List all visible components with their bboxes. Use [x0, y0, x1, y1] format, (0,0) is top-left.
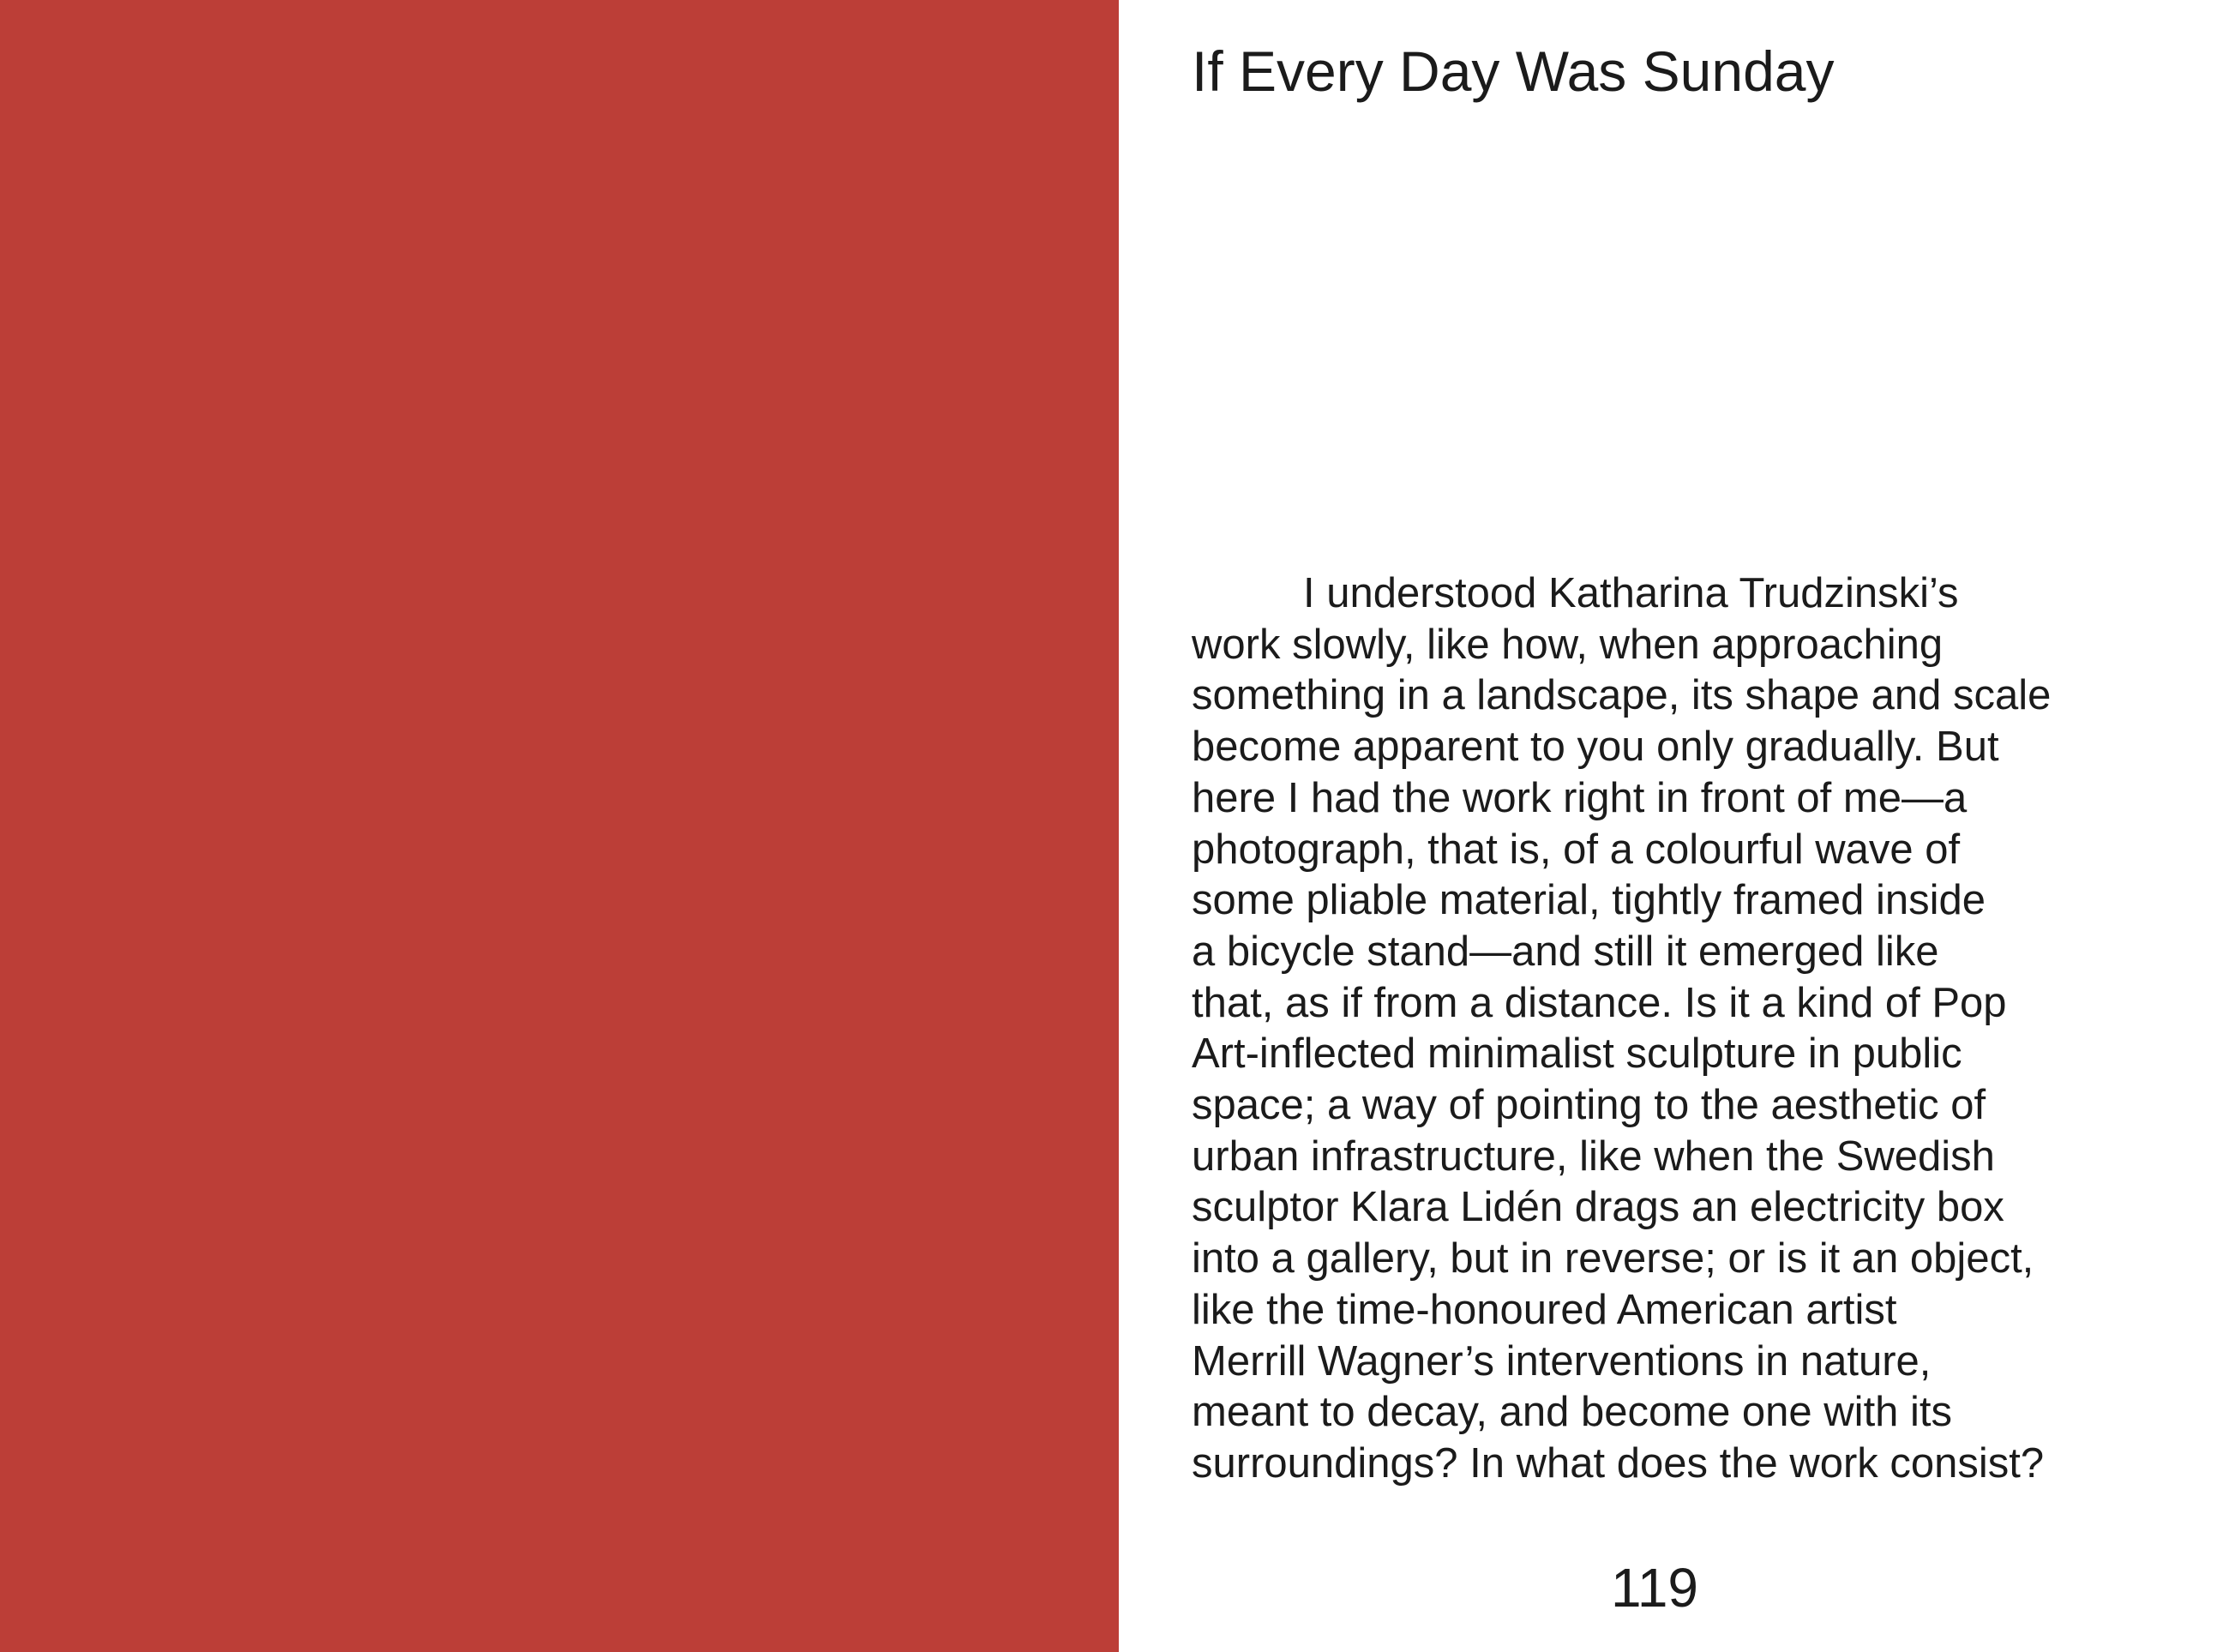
- body-line: a bicycle stand—and still it emerged like: [1192, 928, 1939, 975]
- chapter-title: If Every Day Was Sunday: [1192, 39, 1835, 103]
- body-line: some pliable material, tightly framed inside: [1192, 877, 1986, 924]
- body-line: here I had the work right in front of me—a: [1192, 774, 1968, 821]
- body-line: urban infrastructure, like when the Swedish: [1192, 1132, 1995, 1180]
- body-line: sculptor Klara Lidén drags an electricity box: [1192, 1184, 2004, 1231]
- page-number: 119: [1610, 1557, 1699, 1619]
- body-line: something in a landscape, its shape and scale: [1192, 672, 2052, 719]
- body-line: Art-inflected minimalist sculpture in public: [1192, 1030, 1962, 1078]
- body-line: into a gallery, but in reverse; or is it an object,: [1192, 1235, 2034, 1283]
- body-line: Merrill Wagner’s interventions in nature,: [1192, 1337, 1932, 1385]
- body-line: that, as if from a distance. Is it a kind of Pop: [1192, 979, 2007, 1026]
- right-page: [1119, 0, 2235, 1652]
- body-line: photograph, that is, of a colourful wave of: [1192, 826, 1961, 873]
- body-line: work slowly, like how, when approaching: [1192, 621, 1944, 668]
- body-line: become apparent to you only gradually. But: [1192, 724, 1999, 771]
- body-line: surroundings? In what does the work consist?: [1192, 1439, 2045, 1487]
- body-paragraph: [1192, 568, 2203, 1490]
- body-line: space; a way of pointing to the aesthetic of: [1192, 1082, 1986, 1129]
- body-line: meant to decay, and become one with its: [1192, 1389, 1953, 1436]
- body-line: like the time-honoured American artist: [1192, 1286, 1897, 1333]
- body-line: I understood Katharina Trudzinski’s: [1303, 570, 1959, 616]
